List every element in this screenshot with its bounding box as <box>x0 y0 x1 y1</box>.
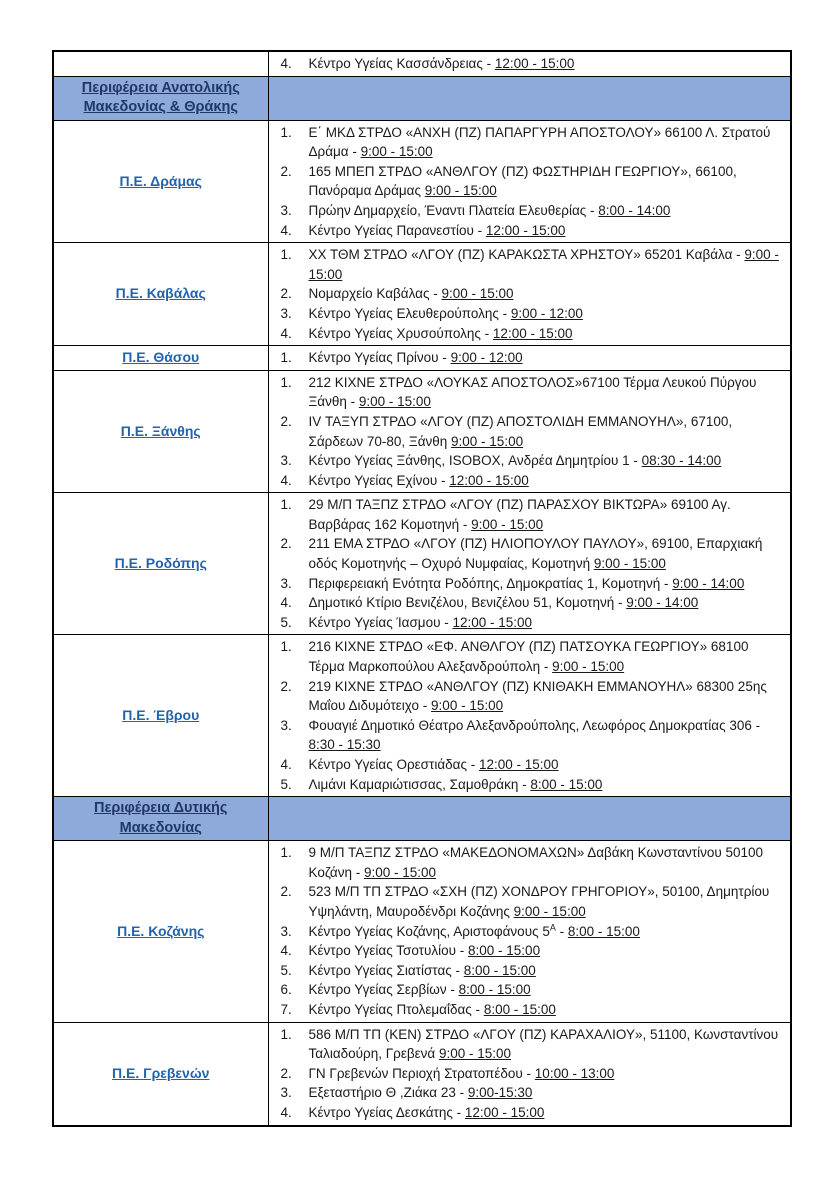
item-text-block <box>309 495 783 534</box>
opening-hours-text: 8:00 - 15:00 <box>567 923 640 939</box>
item-text-block <box>309 534 783 573</box>
opening-hours-text: 9:00 - 15:00 <box>513 903 586 919</box>
location-name-text: Κέντρο Υγείας Δεσκάτης - <box>308 1104 465 1120</box>
item-text-block <box>309 1025 783 1064</box>
location-list-item <box>269 304 783 324</box>
regional-unit-row <box>53 1022 791 1125</box>
regional-unit-link[interactable]: Π.Ε. Καβάλας <box>115 285 206 302</box>
locations-cell <box>268 76 791 120</box>
location-name-text: Ε΄ ΜΚΔ ΣΤΡΔΟ «ΑΝΧΗ (ΠΖ) ΠΑΠΑΡΓΥΡΗ ΑΠΟΣΤΟΛΟΥ» 66100 Λ. Στρατού Δράμα - <box>308 124 771 160</box>
regional-unit-row <box>53 635 791 797</box>
location-name-text: IV ΤΑΞΥΠ ΣΤΡΔΟ «ΛΓΟΥ (ΠΖ) ΑΠΟΣΤΟΛΙΔΗ ΕΜΜΑΝΟΥΗΛ», 67100, Σάρδεων 70-80, Ξάνθη <box>308 413 733 449</box>
item-text-block <box>309 1083 783 1103</box>
item-text-block <box>309 162 783 201</box>
opening-hours-text: 9:00 - 15:00 <box>593 556 666 572</box>
location-name-text: Φουαγιέ Δημοτικό Θέατρο Αλεξανδρούπολης, Λεωφόρος Δημοκρατίας 306 - <box>308 717 761 733</box>
location-name-text: Κέντρο Υγείας Χρυσούπολης - <box>308 325 493 341</box>
item-text-block <box>309 677 783 716</box>
item-text-block <box>309 593 783 613</box>
location-list-item <box>269 1103 783 1123</box>
location-name-text: Πρώην Δημαρχείο, Έναντι Πλατεία Ελευθερίας - <box>308 202 599 218</box>
location-name-text: Κέντρο Υγείας Ελευθερούπολης - <box>308 305 511 321</box>
location-list-item <box>269 451 783 471</box>
location-name-text: 212 ΚΙΧΝΕ ΣΤΡΔΟ «ΛΟΥΚΑΣ ΑΠΟΣΤΟΛΟΣ»67100 Τέρμα Λευκού Πύργου Ξάνθη - <box>308 374 757 410</box>
regional-unit-link[interactable]: Π.Ε. Δράμας <box>119 172 202 189</box>
item-number: 5. <box>280 962 292 978</box>
item-number: 2. <box>280 536 292 552</box>
item-number: 1. <box>280 1026 292 1042</box>
regional-unit-cell <box>53 635 268 797</box>
regional-unit-cell <box>53 841 268 1022</box>
region-group-header-cell <box>53 76 268 120</box>
item-number: 4. <box>280 472 292 488</box>
regional-unit-cell <box>53 346 268 371</box>
locations-cell <box>268 243 791 346</box>
opening-hours-text: 12:00 - 15:00 <box>452 614 533 630</box>
regional-unit-cell <box>53 493 268 635</box>
item-number: 3. <box>280 453 292 469</box>
opening-hours-text: 9:00 - 15:00 <box>471 516 544 532</box>
item-number: 4. <box>280 325 292 341</box>
locations-cell <box>268 797 791 841</box>
region-group-header-cell <box>53 797 268 841</box>
location-name-text: Εξεταστήριο Θ ,Ζιάκα 23 - <box>308 1085 468 1101</box>
item-text-block <box>309 843 783 882</box>
locations-cell <box>268 841 791 1022</box>
regional-unit-row <box>53 370 791 493</box>
item-text-block <box>309 716 783 755</box>
location-list-item <box>269 843 783 882</box>
location-name-text: 165 ΜΠΕΠ ΣΤΡΔΟ «ΑΝΘΛΓΟΥ (ΠΖ) ΦΩΣΤΗΡΙΔΗ ΓΕΩΡΓΙΟΥ», 66100, Πανόραμα Δράμας <box>308 163 737 199</box>
location-list-item <box>269 324 783 344</box>
region-group-title: Περιφέρεια Δυτικής Μακεδονίας <box>94 800 228 836</box>
location-name-text: Κέντρο Υγείας Τσοτυλίου - <box>308 943 469 959</box>
opening-hours-text: 8:00 - 15:00 <box>463 962 536 978</box>
regional-unit-row <box>53 51 791 76</box>
item-text-block <box>309 284 783 304</box>
item-text-block <box>309 1103 783 1123</box>
opening-hours-text: 10:00 - 13:00 <box>534 1065 615 1081</box>
item-number: 1. <box>280 350 292 366</box>
item-number: 4. <box>280 1104 292 1120</box>
location-list-item <box>269 574 783 594</box>
location-name-text: Νομαρχείο Καβάλας - <box>308 286 442 302</box>
opening-hours-text: 9:00 - 15:00 <box>431 698 504 714</box>
separator-text: - <box>555 923 568 939</box>
location-name-text: Κέντρο Υγείας Κοζάνης, Αριστοφάνους 5 <box>308 923 550 939</box>
location-name-text: Κέντρο Υγείας Πτολεμαΐδας - <box>308 1001 484 1017</box>
opening-hours-text: 12:00 - 15:00 <box>449 472 529 488</box>
regional-unit-link[interactable]: Π.Ε. Ροδόπης <box>114 555 207 572</box>
item-text-block <box>309 1064 783 1084</box>
opening-hours-text: 12:00 - 15:00 <box>478 757 559 772</box>
locations-cell <box>268 346 791 371</box>
opening-hours-text: 9:00 - 15:00 <box>363 864 437 880</box>
opening-hours-text: 8:30 - 15:30 <box>308 737 381 753</box>
opening-hours-text: 8:00 - 15:00 <box>483 1001 556 1017</box>
location-list-item <box>269 162 783 201</box>
item-number: 2. <box>280 413 292 429</box>
location-list-item <box>269 882 783 921</box>
item-text-block <box>309 451 783 471</box>
item-text-block <box>309 922 783 942</box>
location-name-text: Κέντρο Υγείας Κασσάνδρειας - <box>308 56 495 71</box>
location-name-text: ΧΧ ΤΘΜ ΣΤΡΔΟ «ΛΓΟΥ (ΠΖ) ΚΑΡΑΚΩΣΤΑ ΧΡΗΣΤΟΥ» 65201 Καβάλα - <box>308 247 745 263</box>
address-superscript: Α <box>549 922 556 933</box>
opening-hours-text: 12:00 - 15:00 <box>464 1104 545 1120</box>
item-text-block <box>309 755 783 775</box>
location-name-text: Λιμάνι Καμαριώτισσας, Σαμοθράκη - <box>308 776 531 792</box>
item-text-block <box>309 613 783 633</box>
item-number: 1. <box>280 497 292 513</box>
item-text-block <box>309 304 783 324</box>
location-list-item <box>269 471 783 491</box>
item-number: 6. <box>280 982 292 998</box>
opening-hours-text: 9:00 - 15:00 <box>308 247 779 282</box>
item-text-block <box>309 980 783 1000</box>
location-list-item <box>269 775 783 795</box>
item-text-block <box>309 245 783 284</box>
regional-unit-cell <box>53 1022 268 1125</box>
item-text-block <box>309 775 783 795</box>
location-list-item <box>269 980 783 1000</box>
item-number: 4. <box>280 56 292 71</box>
item-number: 5. <box>280 776 292 792</box>
location-list-item <box>269 123 783 162</box>
locations-cell <box>268 1022 791 1125</box>
regional-unit-cell <box>53 243 268 346</box>
regional-unit-row <box>53 243 791 346</box>
item-text-block <box>309 412 783 451</box>
region-schedule-table <box>52 50 792 1127</box>
item-text-block <box>309 54 783 74</box>
region-group-header-row <box>53 797 791 841</box>
opening-hours-text: 9:00 - 15:00 <box>552 659 625 675</box>
locations-cell <box>268 370 791 493</box>
opening-hours-text: 12:00 - 15:00 <box>485 222 566 238</box>
opening-hours-text: 9:00 - 15:00 <box>438 1046 512 1062</box>
item-number: 3. <box>280 1085 292 1101</box>
location-list-item <box>269 412 783 451</box>
item-number: 3. <box>280 717 292 733</box>
region-group-header-row <box>53 76 791 120</box>
location-list-item <box>269 221 783 241</box>
item-text-block <box>309 123 783 162</box>
opening-hours-text: 9:00 - 15:00 <box>358 394 431 410</box>
location-name-text: 216 ΚΙΧΝΕ ΣΤΡΔΟ «ΕΦ. ΑΝΘΛΓΟΥ (ΠΖ) ΠΑΤΣΟΥΚΑ ΓΕΩΡΓΙΟΥ» 68100 Τέρμα Μαρκοπούλου Αλεξανδρούπολη - <box>308 639 749 675</box>
location-name-text: Κέντρο Υγείας Σιατίστας - <box>308 962 464 978</box>
opening-hours-text: 8:00 - 15:00 <box>530 776 603 792</box>
location-name-text: 523 Μ/Π ΤΠ ΣΤΡΔΟ «ΣΧΗ (ΠΖ) ΧΟΝΔΡΟΥ ΓΡΗΓΟΡΙΟΥ», 50100, Δημητρίου Υψηλάντη, Μαυροδένδρι Κοζάνης <box>308 884 770 919</box>
item-text-block <box>309 373 783 412</box>
region-group-title: Περιφέρεια Ανατολικής Μακεδονίας & Θράκης <box>81 79 240 116</box>
opening-hours-text: 8:00 - 15:00 <box>458 982 531 998</box>
location-list-item <box>269 941 783 961</box>
item-number: 4. <box>280 757 292 772</box>
location-list-item <box>269 593 783 613</box>
item-number: 4. <box>280 943 292 959</box>
location-name-text: Κέντρο Υγείας Παρανεστίου - <box>308 222 486 238</box>
opening-hours-text: 8:00 - 15:00 <box>468 943 541 959</box>
location-name-text: Κέντρο Υγείας Ξάνθης, ISOBOX, Ανδρέα Δημητρίου 1 - <box>308 453 642 469</box>
location-list-item <box>269 922 783 942</box>
item-number: 4. <box>280 595 292 611</box>
item-number: 2. <box>280 163 292 179</box>
opening-hours-text: 08:30 - 14:00 <box>641 453 722 469</box>
location-list-item <box>269 1025 783 1064</box>
regional-unit-row <box>53 120 791 243</box>
location-name-text: Δημοτικό Κτίριο Βενιζέλου, Βενιζέλου 51, Κομοτηνή - <box>308 595 627 611</box>
opening-hours-text: 12:00 - 15:00 <box>492 325 573 341</box>
item-text-block <box>309 941 783 961</box>
location-name-text: Περιφερειακή Ενότητα Ροδόπης, Δημοκρατίας 1, Κομοτηνή - <box>308 575 673 591</box>
item-text-block <box>309 201 783 221</box>
location-name-text: Κέντρο Υγείας Ίασμου - <box>308 614 453 630</box>
item-text-block <box>309 221 783 241</box>
location-list-item <box>269 637 783 676</box>
item-number: 1. <box>280 845 292 861</box>
locations-cell <box>268 493 791 635</box>
regional-unit-row <box>53 493 791 635</box>
item-text-block <box>309 324 783 344</box>
location-list-item <box>269 534 783 573</box>
item-number: 7. <box>280 1001 292 1017</box>
item-text-block <box>309 1000 783 1020</box>
location-name-text: 9 Μ/Π ΤΑΞΠΖ ΣΤΡΔΟ «ΜΑΚΕΔΟΝΟΜΑΧΩΝ» Δαβάκη Κωνσταντίνου 50100 Κοζάνη - <box>308 845 764 880</box>
location-list-item <box>269 613 783 633</box>
location-list-item <box>269 755 783 775</box>
item-text-block <box>309 882 783 921</box>
regional-unit-cell <box>53 370 268 493</box>
item-number: 1. <box>280 124 292 140</box>
location-list-item <box>269 716 783 755</box>
item-text-block <box>309 637 783 676</box>
opening-hours-text: 9:00 - 14:00 <box>626 595 699 611</box>
location-list-item <box>269 961 783 981</box>
opening-hours-text: 9:00 - 12:00 <box>450 350 523 366</box>
location-name-text: Κέντρο Υγείας Πρίνου - <box>308 350 451 366</box>
item-number: 2. <box>280 286 292 302</box>
item-number: 4. <box>280 222 292 238</box>
item-number: 3. <box>280 202 292 218</box>
location-list-item <box>269 54 783 74</box>
opening-hours-text: 9:00 - 15:00 <box>360 144 433 160</box>
location-list-item <box>269 201 783 221</box>
item-text-block <box>309 471 783 491</box>
item-number: 1. <box>280 639 292 655</box>
location-list-item <box>269 245 783 284</box>
location-name-text: 211 ΕΜΑ ΣΤΡΔΟ «ΛΓΟΥ (ΠΖ) ΗΛΙΟΠΟΥΛΟΥ ΠΑΥΛΟΥ», 69100, Επαρχιακή οδός Κομοτηνής – Οχυρό Νυμφαίας, Κομοτηνή <box>308 536 763 572</box>
opening-hours-text: 8:00 - 14:00 <box>598 202 671 218</box>
regional-unit-link[interactable]: Π.Ε. Ξάνθης <box>120 422 201 439</box>
opening-hours-text: 12:00 - 15:00 <box>494 56 575 71</box>
item-number: 3. <box>280 305 292 321</box>
location-list-item <box>269 1000 783 1020</box>
location-list-item <box>269 677 783 716</box>
item-text-block <box>309 348 783 368</box>
location-list-item <box>269 348 783 368</box>
opening-hours-text: 9:00 - 15:00 <box>441 286 514 302</box>
regional-unit-link[interactable]: Π.Ε. Έβρου <box>122 707 200 724</box>
opening-hours-text: 9:00 - 12:00 <box>510 305 583 321</box>
locations-cell <box>268 120 791 243</box>
item-text-block <box>309 961 783 981</box>
location-list-item <box>269 1083 783 1103</box>
opening-hours-text: 9:00 - 14:00 <box>672 575 745 591</box>
location-name-text: Κέντρο Υγείας Σερβίων - <box>308 982 459 998</box>
item-number: 1. <box>280 247 292 263</box>
location-name-text: 219 ΚΙΧΝΕ ΣΤΡΔΟ «ΑΝΘΛΓΟΥ (ΠΖ) ΚΝΙΘΑΚΗ ΕΜΜΑΝΟΥΗΛ» 68300 25ης Μαΐου Διδυμότειχο - <box>308 678 767 714</box>
regional-unit-link[interactable]: Π.Ε. Κοζάνης <box>117 922 205 939</box>
locations-cell <box>268 635 791 797</box>
location-list-item <box>269 1064 783 1084</box>
regional-unit-cell <box>53 51 268 76</box>
location-name-text: 29 Μ/Π ΤΑΞΠΖ ΣΤΡΔΟ «ΛΓΟΥ (ΠΖ) ΠΑΡΑΣΧΟΥ ΒΙΚΤΩΡΑ» 69100 Αγ. Βαρβάρας 162 Κομοτηνή - <box>308 497 731 532</box>
location-name-text: ΓΝ Γρεβενών Περιοχή Στρατοπέδου - <box>308 1065 535 1081</box>
opening-hours-text: 9:00-15:30 <box>467 1085 533 1101</box>
regional-unit-cell <box>53 120 268 243</box>
location-name-text: 586 Μ/Π ΤΠ (ΚΕΝ) ΣΤΡΔΟ «ΛΓΟΥ (ΠΖ) ΚΑΡΑΧΑΛΙΟΥ», 51100, Κωνσταντίνου Ταλιαδούρη, Γρεβενά <box>308 1026 779 1062</box>
location-list-item <box>269 373 783 412</box>
location-list-item <box>269 284 783 304</box>
item-number: 2. <box>280 678 292 694</box>
regional-unit-link[interactable]: Π.Ε. Θάσου <box>122 349 200 366</box>
item-number: 2. <box>280 1065 292 1081</box>
regional-unit-row <box>53 346 791 371</box>
item-text-block <box>309 574 783 594</box>
regional-unit-link[interactable]: Π.Ε. Γρεβενών <box>112 1064 210 1081</box>
location-name-text: Κέντρο Υγείας Εχίνου - <box>308 472 450 488</box>
location-list-item <box>269 495 783 534</box>
item-number: 1. <box>280 374 292 390</box>
item-number: 3. <box>280 575 292 591</box>
item-number: 5. <box>280 614 292 630</box>
item-number: 3. <box>280 923 292 939</box>
locations-cell <box>268 51 791 76</box>
opening-hours-text: 9:00 - 15:00 <box>451 433 524 449</box>
opening-hours-text: 9:00 - 15:00 <box>424 183 497 199</box>
regional-unit-row <box>53 841 791 1022</box>
item-number: 2. <box>280 884 292 900</box>
location-name-text: Κέντρο Υγείας Ορεστιάδας - <box>308 757 479 772</box>
